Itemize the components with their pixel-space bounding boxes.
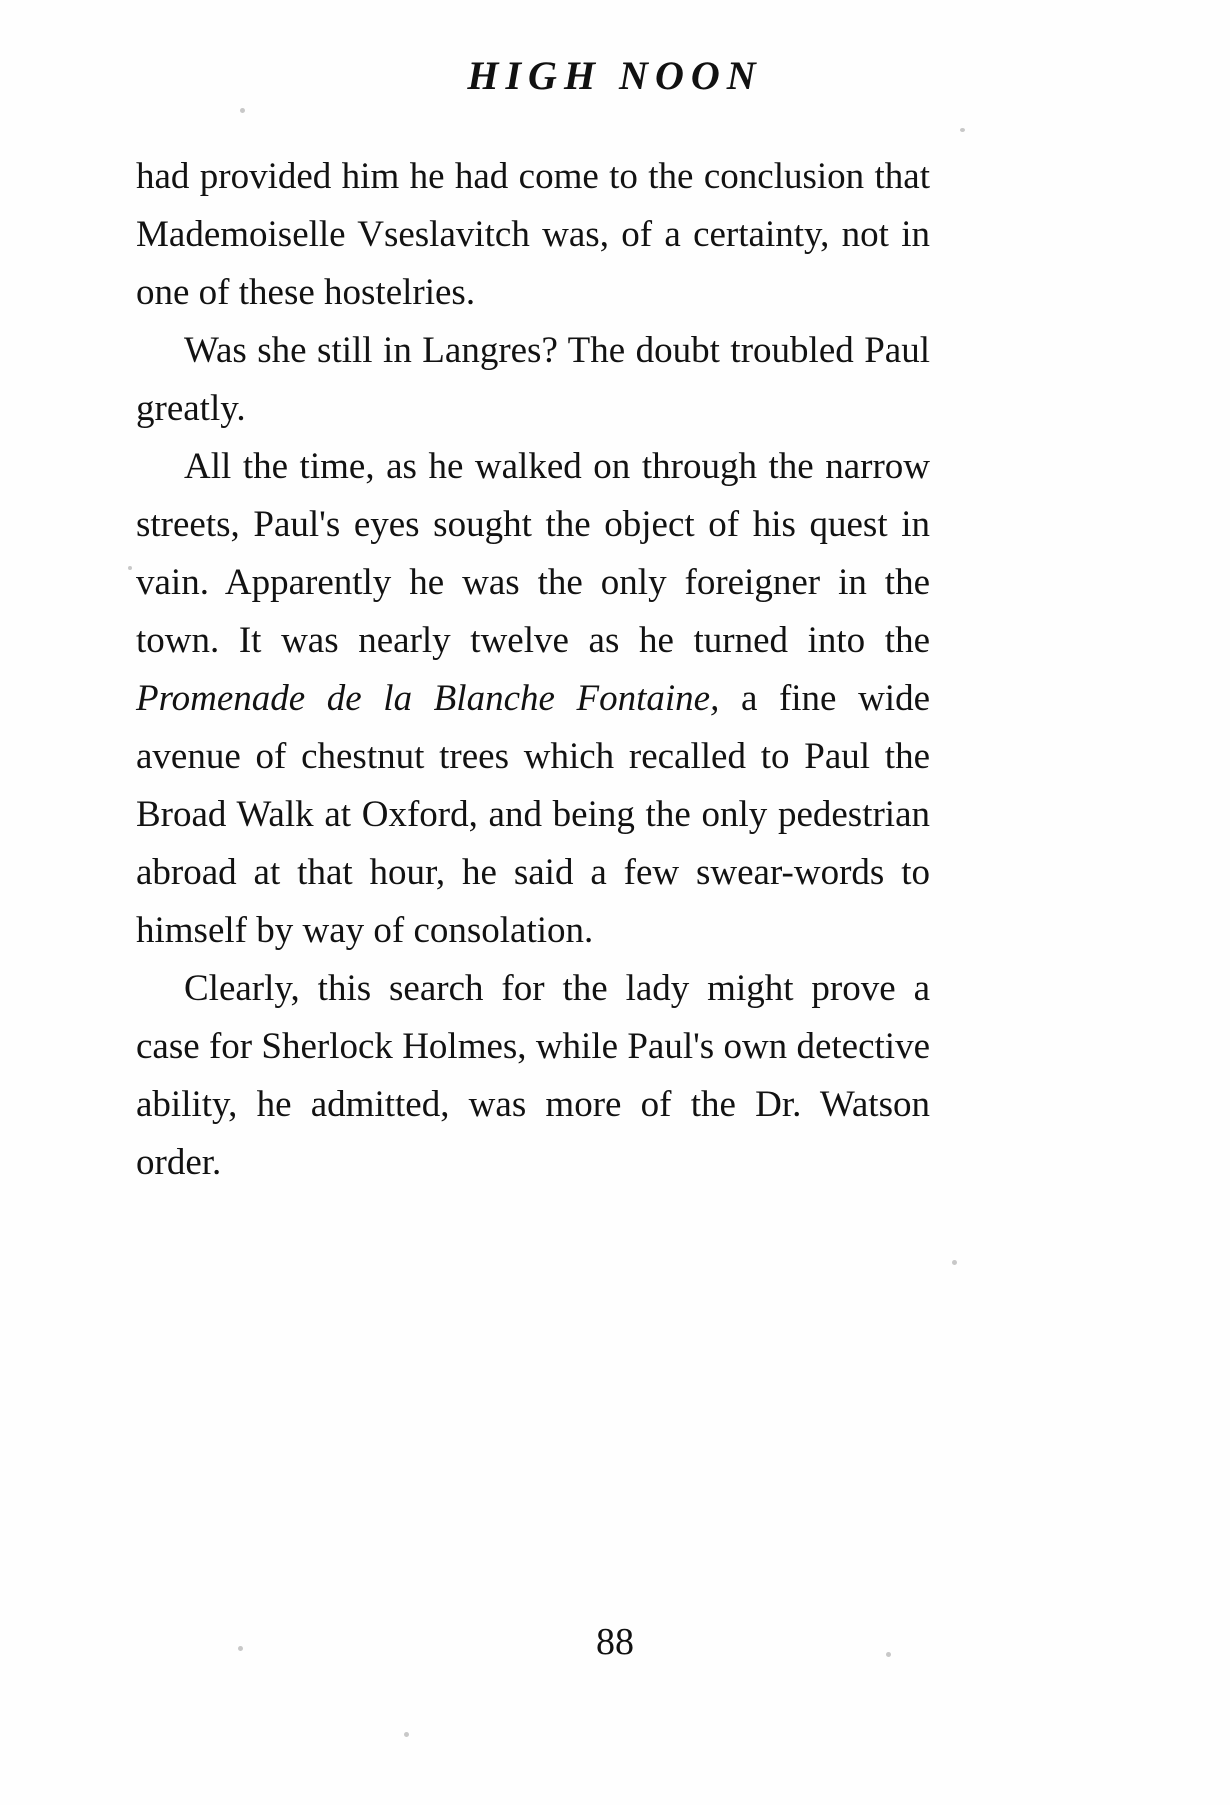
print-speck-icon [952, 1260, 957, 1265]
print-speck-icon [238, 1646, 243, 1651]
print-speck-icon [128, 566, 132, 570]
paragraph: Was she still in Langres? The doubt troubled Paul greatly. [136, 330, 930, 429]
book-title-italic: Promenade de la Blanche Fontaine, [136, 678, 720, 719]
print-speck-icon [240, 108, 245, 113]
paragraph: had provided him he had come to the conclusion that Mademoiselle Vseslavitch was, of a certainty, not in one of these hostelries. [136, 156, 930, 313]
running-head: HIGH NOON [467, 53, 763, 98]
print-speck-icon [886, 1652, 891, 1657]
page-number: 88 [596, 1621, 634, 1663]
paragraph-text-run: a fine wide avenue of chestnut trees which recalled to Paul the Broad Walk at Oxford, and being the only pedestrian abroad at that hour, he said a few swear-words to himself by way of consolation. [136, 678, 930, 951]
paragraph: Clearly, this search for the lady might prove a case for Sherlock Holmes, while Paul's own detective ability, he admitted, was more of the Dr. Watson order. [136, 968, 930, 1183]
print-speck-icon [404, 1732, 409, 1737]
body-text [136, 148, 930, 1192]
paragraph [136, 438, 930, 960]
print-speck-icon [960, 128, 965, 132]
paragraph-text-run: All the time, as he walked on through the narrow streets, Paul's eyes sought the object of his quest in vain. Apparently he was the only foreigner in the town. It was nearly twelve as he turned into the [136, 446, 930, 661]
